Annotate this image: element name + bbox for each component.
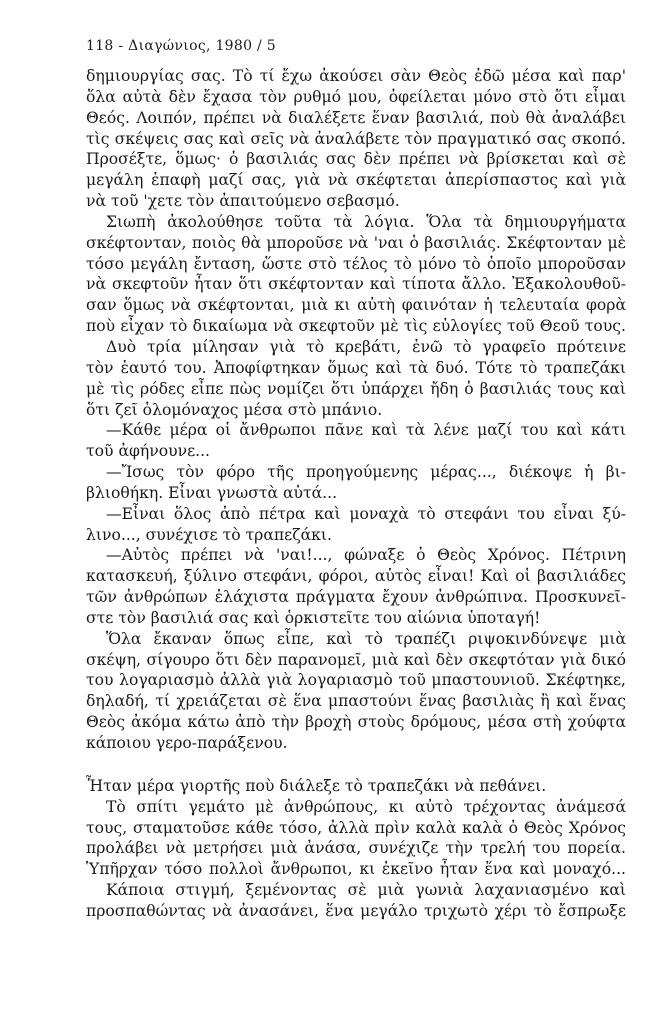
text-line: του λογαριασμὸ ἀλλὰ γιὰ λογαριασμὸ τοῦ μπαστουνιοῦ. Σκέφτηκε, [86,671,626,690]
text-line: λινο..., συνέχισε τὸ τραπεζάκι. [86,525,332,544]
text-line: στε τὸν βασιλιά σας καὶ ὁρκιστεῖτε του αἰώνια ὑποταγή! [86,608,541,627]
text-line: σκέψη, σίγουρο ὅτι δὲν παρανομεῖ, μιὰ καὶ δὲν σκεφτόταν γιὰ δικό [86,650,626,669]
text-line: μεγάλη ἐπαφὴ μαζί σας, γιὰ νὰ σκέφτεται ἀπερίσπαστος καὶ γιὰ [86,171,626,190]
text-line: Δυὸ τρία μίλησαν γιὰ τὸ κρεβάτι, ἐνῶ τὸ γραφεῖο πρότεινε [106,337,626,356]
text-line: Κάποια στιγμή, ξεμένοντας σὲ μιὰ γωνιὰ λαχανιασμένο καὶ [106,881,626,900]
text-line: ὅτι ζεῖ ὁλομόναχος μέσα στὸ μπάνιο. [86,400,383,419]
text-line: —Κάθε μέρα οἱ ἄνθρωποι πᾶνε καὶ τὰ λένε μαζί του καὶ κάτι [106,421,626,440]
text-line: σκέφτονταν, ποιὸς θὰ μποροῦσε νὰ 'ναι ὁ βασιλιάς. Σκέφτονταν μὲ [86,233,626,252]
text-line: τους, σταματοῦσε κάθε τόσο, ἀλλὰ πρὶν καλὰ καλὰ ὁ Θεὸς Χρόνος [86,818,626,837]
text-line: Θεὸς ἀκόμα κάτω ἀπὸ τὴν βροχὴ στοὺς δρόμους, μέσα στὴ χούφτα [86,713,626,732]
text-line: ποὺ εἶχαν τὸ δικαίωμα νὰ σκεφτοῦν μὲ τὶς εὐλογίες τοῦ Θεοῦ τους. [86,317,626,336]
text-line: βλιοθήκη. Εἶναι γνωστὰ αὐτά... [86,483,338,502]
text-line: μὲ τὶς ρόδες εἶπε πὼς νομίζει ὅτι ὑπάρχει ἤδη ὁ βασιλιάς τους καὶ [86,379,626,398]
text-section-1 [86,66,626,754]
text-line: προσπαθώντας νὰ ἀνασάνει, ἕνα μεγάλο τριχωτὸ χέρι τὸ ἔσπρωξε [86,901,626,920]
text-line: νὰ σκεφτοῦν ἦταν ὅτι σκέφτονταν καὶ τίποτα ἄλλο. Ἐξακολουθοῦ- [86,275,626,294]
text-line: Ὑπῆρχαν τόσο πολλοὶ ἄνθρωποι, κι ἐκεῖνο ἦταν ἕνα καὶ μοναχό... [86,860,626,879]
page-content [86,66,626,922]
text-line: προλάβει νὰ μετρήσει μιὰ ἀνάσα, συνέχιζε τὴν τρελή του πορεία. [86,839,626,858]
text-line: δηλαδή, τί χρειάζεται σὲ ἕνα μπαστούνι ἕνας βασιλιὰς ἢ καὶ ἕνας [86,692,626,711]
text-line: τοῦ ἀφήνουνε... [86,442,211,461]
text-section-2 [86,776,626,922]
text-line: Ὅλα ἔκαναν ὅπως εἶπε, καὶ τὸ τραπέζι ριψοκινδύνεψε μιὰ [106,629,626,648]
text-line: Θεός. Λοιπόν, πρέπει νὰ διαλέξετε ἕναν βασιλιά, ποὺ θὰ ἀναλάβει [86,108,626,127]
text-line: τόσο μεγάλη ἔνταση, ὥστε στὸ τέλος τὸ μόνο τὸ ὁποῖο μποροῦσαν [86,254,626,273]
text-line: Τὸ σπίτι γεμάτο μὲ ἀνθρώπους, κι αὐτὸ τρέχοντας ἀνάμεσά [106,797,626,816]
text-line: —Ἴσως τὸν φόρο τῆς προηγούμενης μέρας..., διέκοψε ἡ βι- [106,463,626,482]
text-line: τῶν ἀνθρώπων ἐλάχιστα πράγματα ἔχουν ἀνθρώπινα. Προσκυνεῖ- [86,588,626,607]
text-line: σαν ὅμως νὰ σκέφτονται, μιὰ κι αὐτὴ φαινόταν ἡ τελευταία φορὰ [86,296,626,315]
text-line: ὅλα αὐτὰ δὲν ἔχασα τὸν ρυθμό μου, ὀφείλεται μόνο στὸ ὅτι εἶμαι [86,87,626,106]
text-line: —Εἶναι ὅλος ἀπὸ πέτρα καὶ μοναχὰ τὸ στεφάνι του εἶναι ξύ- [106,504,626,523]
text-line: τὸν ἑαυτό του. Ἀποφίφτηκαν ὅμως καὶ τὰ δυό. Τότε τὸ τραπεζάκι [86,358,626,377]
page-header: 118 - Διαγώνιος, 1980 / 5 [86,38,277,54]
text-line: Προσέξτε, ὅμως· ὁ βασιλιάς σας δὲν πρέπει νὰ βρίσκεται καὶ σὲ [86,150,626,169]
text-line: —Αὐτὸς πρέπει νὰ 'ναι!..., φώναξε ὁ Θεὸς Χρόνος. Πέτρινη [106,546,626,565]
text-line: τὶς σκέψεις σας καὶ σεῖς νὰ ἀναλάβετε τὸν πραγματικό σας σκοπό. [86,129,626,148]
text-line: Σιωπὴ ἀκολούθησε τοῦτα τὰ λόγια. Ὅλα τὰ δημιουργήματα [106,212,626,231]
text-line: κάποιου γερο-παράξενου. [86,734,288,752]
text-line: νὰ τοῦ 'χετε τὸν ἀπαιτούμενο σεβασμό. [86,192,400,211]
text-line: Ἦταν μέρα γιορτῆς ποὺ διάλεξε τὸ τραπεζάκι νὰ πεθάνει. [86,776,547,795]
text-line: κατασκευή, ξύλινο στεφάνι, φόροι, αὐτὸς εἶναι! Καὶ οἱ βασιλιάδες [86,567,626,586]
section-break [86,754,626,776]
text-line: δημιουργίας σας. Τὸ τί ἔχω ἀκούσει σὰν Θεὸς ἐδῶ μέσα καὶ παρ' [86,67,626,85]
